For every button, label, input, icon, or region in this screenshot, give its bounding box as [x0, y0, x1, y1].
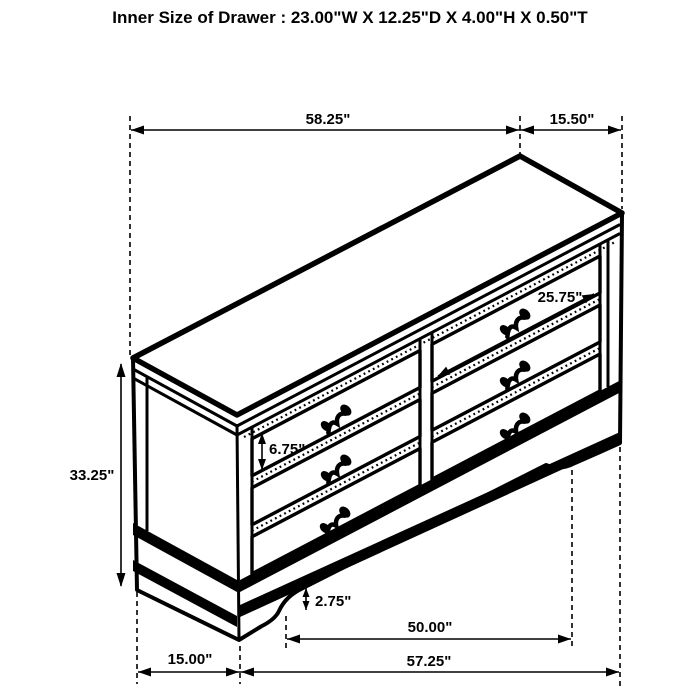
dimension-bottom: [138, 651, 619, 677]
dim-overall-height: 33.25": [69, 467, 115, 484]
front-left-corner-edge: [237, 424, 239, 640]
dim-top-width: 58.25": [305, 111, 351, 128]
dim-bottom-depth: 15.00": [167, 651, 213, 668]
dim-drawer-diagonal: 25.75": [537, 289, 583, 306]
drawing-title: Inner Size of Drawer : 23.00"W X 12.25"D X 4.00"H X 0.50"T: [112, 8, 588, 27]
dimension-top: [131, 111, 621, 135]
dim-top-depth: 15.50": [549, 111, 595, 128]
dresser-drawing: [133, 156, 622, 640]
dim-base-height: 2.75": [315, 593, 352, 610]
dimension-height: [70, 363, 126, 587]
dim-bottom-width: 57.25": [406, 653, 452, 670]
dimension-bottom-inner: [287, 619, 571, 644]
dim-bottom-inner-width: 50.00": [407, 619, 453, 636]
dim-drawer-front-height: 6.75": [269, 441, 306, 458]
dimension-base-height: [303, 588, 352, 610]
